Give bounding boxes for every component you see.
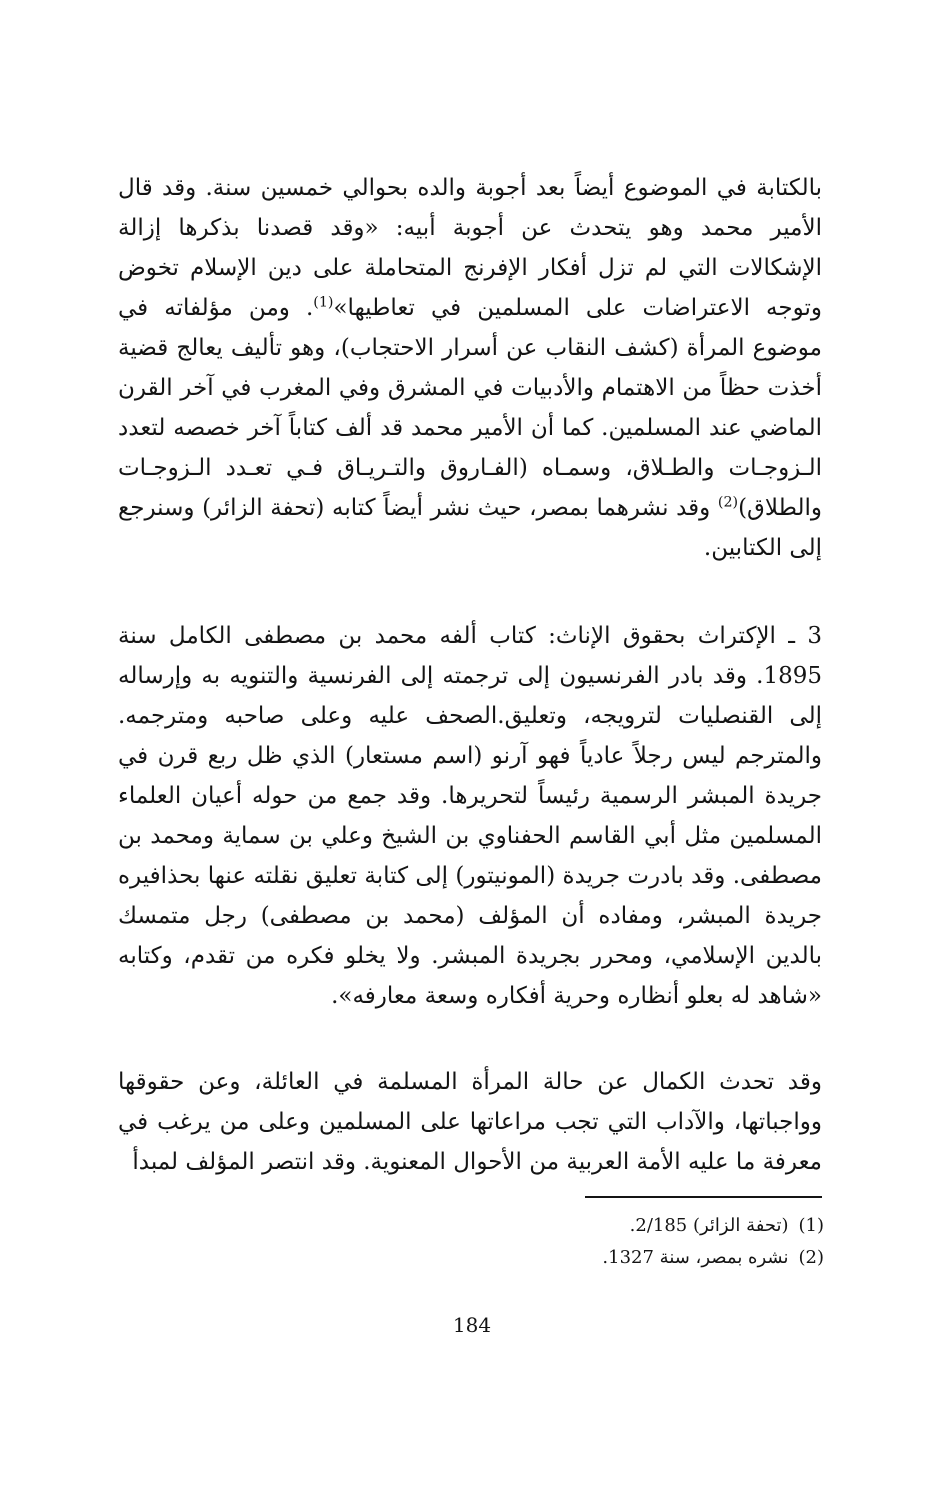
footnotes-list xyxy=(500,1210,824,1274)
footnote-2-text: نشره بمصر، سنة 1327. xyxy=(602,1247,789,1268)
paragraph-3: وقد تحدث الكمال عن حالة المرأة المسلمة في العائلة، وعن حقوقها وواجباتها، والآداب التي تجب مراعاتها على المسلمين وعلى من يرغب في معرفة ما عليه الأمة العربية من الأحوال المعنوية. وقد انتصر المؤلف لمبدأ xyxy=(118,1069,822,1175)
paragraph-1-text-after: وقد نشرهما بمصر، حيث نشر أيضاً كتابه (تحفة الزائر) وسنرجع إلى الكتابين. xyxy=(118,495,822,561)
paragraph-1 xyxy=(118,168,822,568)
footnote-divider xyxy=(585,1196,822,1198)
footnote-2 xyxy=(500,1242,824,1274)
footnote-reference-2: (2) xyxy=(717,494,739,511)
paragraph-1-text-middle: . ومن مؤلفاته في موضوع المرأة (كشف النقاب عن أسرار الاحتجاب)، وهو تأليف يعالج قضية أخذت حظاً من الاهتمام والأدبيات في المشرق وفي المغرب في آخر القرن الماضي عند المسلمين. كما أن الأمير محمد قد ألف كتاباً آخر خصصه لتعدد الـزوجـات والطـلاق، وسمـاه (الفـاروق والتـريـاق فـي تعـدد الـزوجـات والطلاق) xyxy=(118,295,822,521)
paragraph-2: 3 ـ الإكتراث بحقوق الإناث: كتاب ألفه محمد بن مصطفى الكامل سنة 1895. وقد بادر الفرنسيون إلى ترجمته إلى الفرنسية والتنويه به وإرساله إلى القنصليات لترويجه، وتعليق.الصحف عليه وعلى صاحبه ومترجمه. والمترجم ليس رجلاً عادياً فهو آرنو (اسم مستعار) الذي ظل ربع قرن في جريدة المبشر الرسمية رئيساً لتحريرها. وقد جمع من حوله أعيان العلماء المسلمين مثل أبي القاسم الحفناوي بن الشيخ وعلي بن سماية ومحمد بن مصطفى. وقد بادرت جريدة (المونيتور) إلى كتابة تعليق نقلته عنها بحذافيره جريدة المبشر، ومفاده أن المؤلف (محمد بن مصطفى) رجل متمسك بالدين الإسلامي، ومحرر بجريدة المبشر. ولا يخلو فكره من تقدم، وكتابه «شاهد له بعلو أنظاره وحرية أفكاره وسعة معارفه». xyxy=(118,623,822,1009)
paragraph-1-text-before: بالكتابة في الموضوع أيضاً بعد أجوبة والده بحوالي خمسين سنة. وقد قال الأمير محمد وهو يتحدث عن أجوبة أبيه: «وقد قصدنا بذكرها إزالة الإشكالات التي لم تزل أفكار الإفرنج المتحاملة على دين الإسلام تخوض وتوجه الاعتراضات على المسلمين في تعاطيها» xyxy=(118,175,822,321)
footnote-1-text: (تحفة الزائر) 2/185. xyxy=(629,1215,789,1236)
footnote-1-number: (1) xyxy=(798,1215,824,1236)
page-number: 184 xyxy=(452,1313,492,1337)
footnote-reference-1: (1) xyxy=(313,294,334,311)
footnote-1 xyxy=(500,1210,824,1242)
footnote-2-number: (2) xyxy=(798,1247,824,1268)
